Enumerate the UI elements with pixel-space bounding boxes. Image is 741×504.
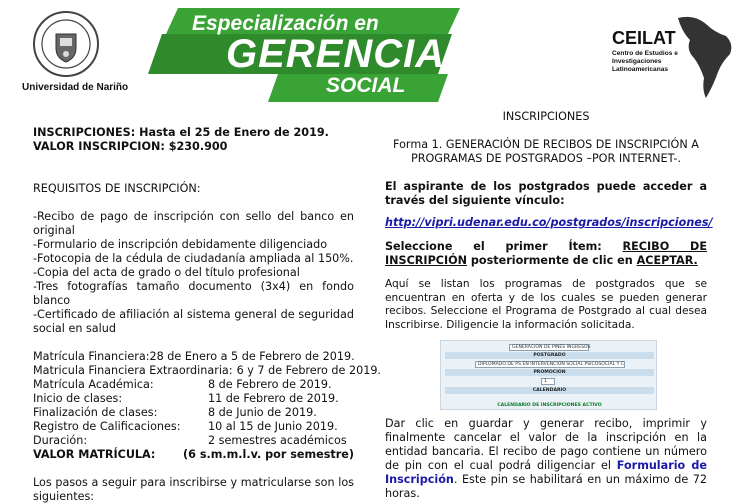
university-seal-logo [32, 10, 100, 78]
promocion-label: PROMOCION [533, 370, 566, 375]
ceilat-title: CEILAT [612, 28, 676, 48]
requirement-item: -Certificado de afiliación al sistema general de seguridad social en salud [33, 308, 354, 335]
requirement-item: -Recibo de pago de inscripción con sello del banco en original [33, 210, 354, 237]
program-select: DIPLOMADO DE PS EN INTERVENCION SOCIAL PSICOSOCIAL Y C [475, 361, 625, 368]
inscriptions-link[interactable]: http://vipri.udenar.edu.co/postgrados/inscripciones/ [385, 216, 713, 229]
registration-deadline: INSCRIPCIONES: Hasta el 25 de Enero de 2019. [33, 126, 329, 139]
page-header [0, 0, 741, 108]
date-row: Matrícula Financiera: 28 de Enero a 5 de Febrero de 2019. [33, 350, 355, 363]
calendar-status: CALENDARIO DE INSCRIPCIONES ACTIVO [497, 403, 602, 408]
calendario-label: CALENDARIO [532, 388, 567, 393]
requirements-title: REQUISITOS DE INSCRIPCIÓN: [33, 182, 201, 195]
pin-type-select: GENERACION DE PINES INGRESOS [509, 344, 589, 351]
date-row: Matrícula Académica: 8 de Febrero de 2019. [33, 378, 332, 391]
steps-intro: Los pasos a seguir para inscribirse y matricularse son los siguientes: [33, 476, 354, 503]
promotion-select: 1 [541, 378, 555, 385]
requirements-list [33, 210, 354, 336]
program-list-text: Aquí se listan los programas de postgrados que se encuentran en oferta y de los cuales se pueden generar recibos. Seleccione el Programa de Postgrado al cual desea Inscribirse. Diligencie la información solicitada. [385, 278, 707, 331]
left-column [33, 126, 381, 504]
section-title: INSCRIPCIONES [502, 110, 590, 123]
form-title: Forma 1. GENERACIÓN DE RECIBOS DE INSCRIPCIÓN A PROGRAMAS DE POSTGRADOS –POR INTERNET-. [393, 138, 699, 165]
final-instructions: Dar clic en guardar y generar recibo, imprimir y finalmente cancelar el valor de la inscripción en la entidad bancaria. El recibo de pago contiene un número de pin con el cual podrá diligenciar el Formulario de Inscripción. Este pin se habilitará en un máximo de 72 horas. [385, 417, 707, 500]
date-row: Duración: 2 semestres académicos [33, 434, 347, 447]
select-instructions: Seleccione el primer Ítem: RECIBO DE INSCRIPCIÓN posteriormente de clic en ACEPTAR. [385, 240, 707, 267]
registration-form-link[interactable]: Formulario de Inscripción [385, 459, 707, 486]
program-banner [148, 4, 460, 106]
date-row: Matricula Financiera Extraordinaria: 6 y 7 de Febrero de 2019. [33, 364, 381, 377]
banner-line1: Especialización en [192, 12, 379, 35]
date-row: Inicio de clases: 11 de Febrero de 2019. [33, 392, 339, 405]
date-row: Registro de Calificaciones: 10 al 15 de Junio 2019. [33, 420, 338, 433]
requirement-item: -Tres fotografías tamaño documento (3x4) en fondo blanco [33, 280, 354, 307]
banner-line2: GERENCIA [226, 32, 446, 76]
date-row: VALOR MATRÍCULA: (6 s.m.m.l.v. por semestre) [33, 448, 354, 461]
latin-america-map-icon [676, 14, 736, 100]
registration-fee: VALOR INSCRIPCION: $230.900 [33, 140, 228, 153]
registration-form-screenshot [440, 340, 657, 410]
date-row: Finalización de clases: 8 de Junio de 2019. [33, 406, 317, 419]
accept-text: ACEPTAR. [636, 254, 698, 267]
requirement-item: -Formulario de inscripción debidamente diligenciado [33, 238, 328, 251]
right-column [385, 110, 713, 332]
calendar-dates [33, 350, 381, 462]
requirement-item: -Copia del acta de grado o del título profesional [33, 266, 300, 279]
ceilat-subtitle: Centro de Estudios e Investigaciones Latinoamericanas [612, 50, 678, 73]
banner-line3: SOCIAL [326, 74, 406, 97]
postgrado-label: POSTGRADO [533, 353, 566, 358]
requirement-item: -Fotocopia de la cédula de ciudadanía ampliada al 150%. [33, 252, 354, 265]
university-name: Universidad de Nariño [22, 82, 129, 93]
receipt-item-text: RECIBO DE INSCRIPCIÓN [385, 240, 707, 267]
access-text: El aspirante de los postgrados puede acceder a través del siguiente vínculo: [385, 180, 707, 207]
